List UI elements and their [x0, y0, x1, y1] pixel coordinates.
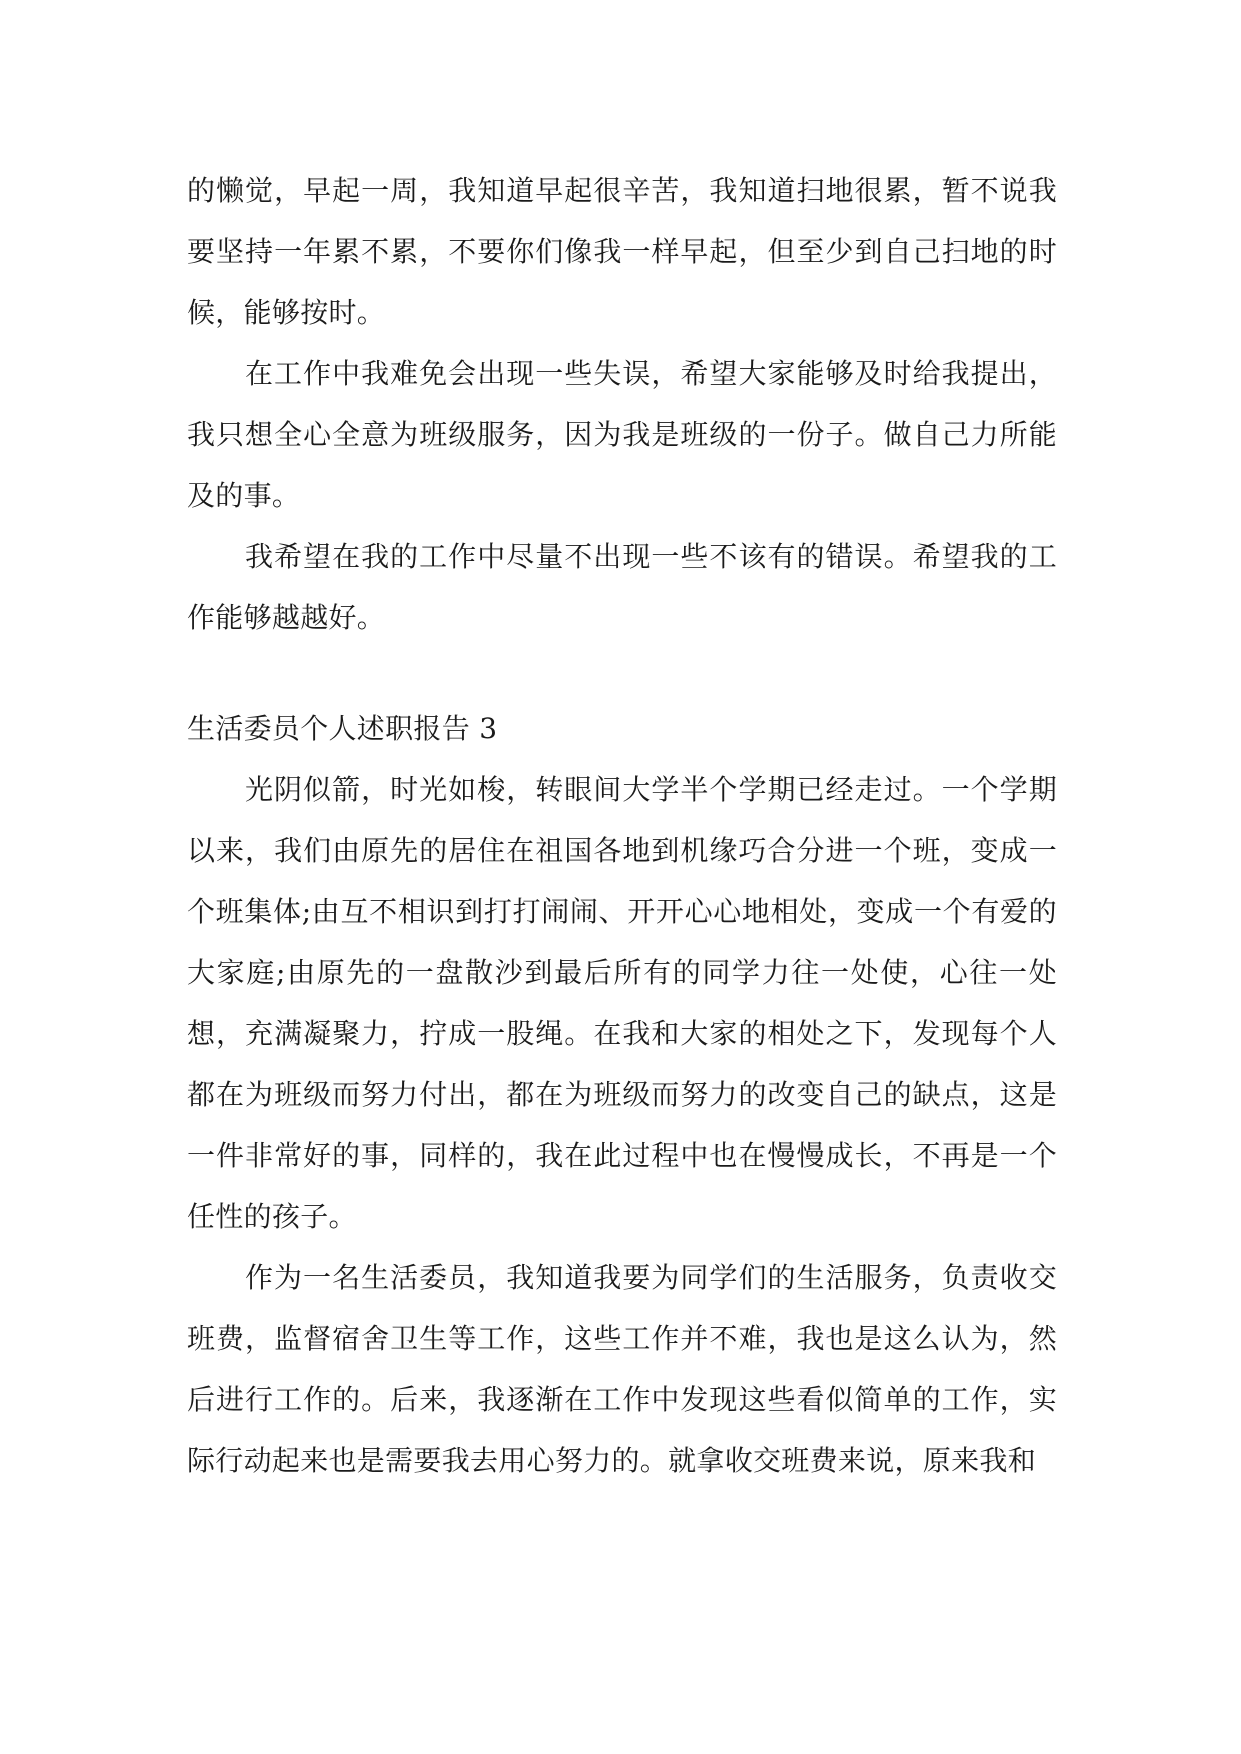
paragraph-5: 作为一名生活委员，我知道我要为同学们的生活服务，负责收交班费，监督宿舍卫生等工作，这些工作并不难，我也是这么认为，然后进行工作的。后来，我逐渐在工作中发现这些看似简单的工作，实际行动起来也是需要我去用心努力的。就拿收交班费来说，原来我和 — [187, 1261, 1057, 1477]
document-body — [187, 160, 1057, 1491]
paragraph-4: 光阴似箭，时光如梭，转眼间大学半个学期已经走过。一个学期以来，我们由原先的居住在祖国各地到机缘巧合分进一个班，变成一个班集体;由互不相识到打打闹闹、开开心心地相处，变成一个有爱的大家庭;由原先的一盘散沙到最后所有的同学力往一处使，心往一处想，充满凝聚力，拧成一股绳。在我和大家的相处之下，发现每个人都在为班级而努力付出，都在为班级而努力的改变自己的缺点，这是一件非常好的事，同样的，我在此过程中也在慢慢成长，不再是一个任性的孩子。 — [187, 773, 1057, 1233]
section-gap — [187, 648, 1057, 698]
paragraph-3: 我希望在我的工作中尽量不出现一些不该有的错误。希望我的工作能够越越好。 — [187, 540, 1057, 634]
section-heading: 生活委员个人述职报告 3 — [187, 712, 498, 745]
paragraph-1: 的懒觉，早起一周，我知道早起很辛苦，我知道扫地很累，暂不说我要坚持一年累不累，不要你们像我一样早起，但至少到自己扫地的时候，能够按时。 — [187, 174, 1057, 329]
paragraph-2: 在工作中我难免会出现一些失误，希望大家能够及时给我提出，我只想全心全意为班级服务，因为我是班级的一份子。做自己力所能及的事。 — [187, 357, 1057, 512]
